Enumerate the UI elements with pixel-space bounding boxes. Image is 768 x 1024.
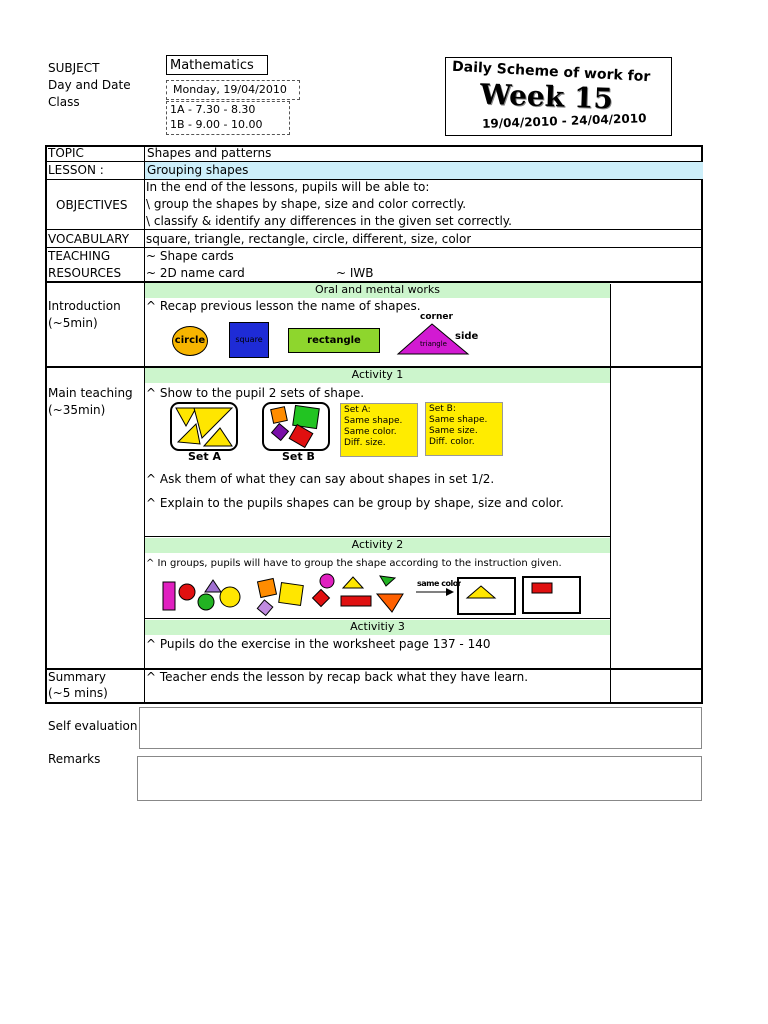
self-evaluation-label: Self evaluation — [48, 719, 138, 733]
class-line-2: 1B - 9.00 - 10.00 — [170, 118, 263, 131]
activity-1-text: ^ Show to the pupil 2 sets of shape. — [146, 386, 365, 400]
self-evaluation-box — [139, 707, 702, 749]
summary-label-1: Summary — [48, 670, 106, 684]
vocabulary-value: square, triangle, rectangle, circle, different, size, color — [146, 232, 472, 246]
objectives-label: OBJECTIVES — [56, 198, 128, 212]
side-label: side — [455, 331, 479, 342]
triangle-label: triangle — [420, 340, 447, 348]
remarks-label: Remarks — [48, 752, 101, 766]
set-a-label: Set A — [188, 450, 221, 463]
vocabulary-label: VOCABULARY — [48, 232, 130, 246]
summary-text: ^ Teacher ends the lesson by recap back what they have learn. — [146, 670, 529, 684]
intro-label-1: Introduction — [48, 299, 121, 313]
note-a-line: Diff. size. — [344, 438, 386, 448]
activity-1-explain: ^ Explain to the pupils shapes can be group by shape, size and color. — [146, 496, 564, 510]
objectives-intro: In the end of the lessons, pupils will be able to: — [146, 180, 430, 194]
objective-1: \ group the shapes by shape, size and color correctly. — [146, 197, 467, 211]
square-shape: square — [229, 322, 269, 358]
note-b-line: Diff. color. — [429, 437, 475, 447]
note-b-line: Same size. — [429, 426, 478, 436]
summary-label-2: (~5 mins) — [48, 686, 108, 700]
intro-label-2: (~5min) — [48, 316, 98, 330]
note-b-line: Set B: — [429, 404, 456, 414]
main-label-2: (~35min) — [48, 403, 106, 417]
oral-banner: Oral and mental works — [145, 283, 610, 298]
circle-shape: circle — [172, 326, 208, 356]
corner-label: corner — [420, 312, 453, 322]
note-b-line: Same shape. — [429, 415, 488, 425]
resource-3: ~ IWB — [336, 266, 374, 280]
main-label-1: Main teaching — [48, 386, 133, 400]
set-b-label: Set B — [282, 450, 315, 463]
date-value: Monday, 19/04/2010 — [166, 80, 300, 100]
resource-2: ~ 2D name card — [146, 266, 245, 280]
remarks-box — [137, 756, 702, 801]
note-a-line: Same color. — [344, 427, 397, 437]
activity-1-banner: Activity 1 — [145, 368, 610, 383]
activity-2-text: ^ In groups, pupils will have to group the shape according to the instruction given. — [146, 558, 562, 569]
class-label: Class — [48, 95, 80, 109]
topic-label: TOPIC — [48, 146, 84, 160]
note-set-a — [340, 403, 418, 457]
note-a-line: Same shape. — [344, 416, 403, 426]
scheme-week: Week 15 — [479, 77, 614, 116]
resources-label-2: RESOURCES — [48, 266, 122, 280]
rectangle-shape: rectangle — [288, 328, 380, 353]
resource-1: ~ Shape cards — [146, 249, 234, 263]
class-line-1: 1A - 7.30 - 8.30 — [170, 103, 256, 116]
lesson-value: Grouping shapes — [145, 162, 703, 179]
subject-value: Mathematics — [166, 55, 268, 75]
class-value — [166, 101, 290, 135]
objective-2: \ classify & identify any differences in the given set correctly. — [146, 214, 512, 228]
set-a-shapes — [170, 402, 238, 452]
note-set-b — [425, 402, 503, 456]
lesson-label: LESSON : — [48, 163, 104, 177]
activity-1-ask: ^ Ask them of what they can say about shapes in set 1/2. — [146, 472, 495, 486]
scheme-title: Daily Scheme of work for — [451, 58, 651, 86]
activity-3-text: ^ Pupils do the exercise in the worksheet page 137 - 140 — [146, 637, 491, 651]
activity-2-banner: Activity 2 — [145, 538, 610, 553]
set-b-shapes — [262, 402, 330, 452]
activity-3-banner: Activitiy 3 — [145, 620, 610, 635]
subject-label: SUBJECT — [48, 61, 100, 75]
scheme-box — [445, 57, 672, 136]
note-a-line: Set A: — [344, 405, 371, 415]
same-color-label: same color — [417, 579, 462, 588]
resources-label-1: TEACHING — [48, 249, 111, 263]
topic-value: Shapes and patterns — [147, 146, 272, 160]
date-label: Day and Date — [48, 78, 131, 92]
intro-text: ^ Recap previous lesson the name of shapes. — [146, 299, 421, 313]
scheme-range: 19/04/2010 - 24/04/2010 — [481, 111, 647, 131]
activity-2-shapes — [160, 572, 610, 618]
